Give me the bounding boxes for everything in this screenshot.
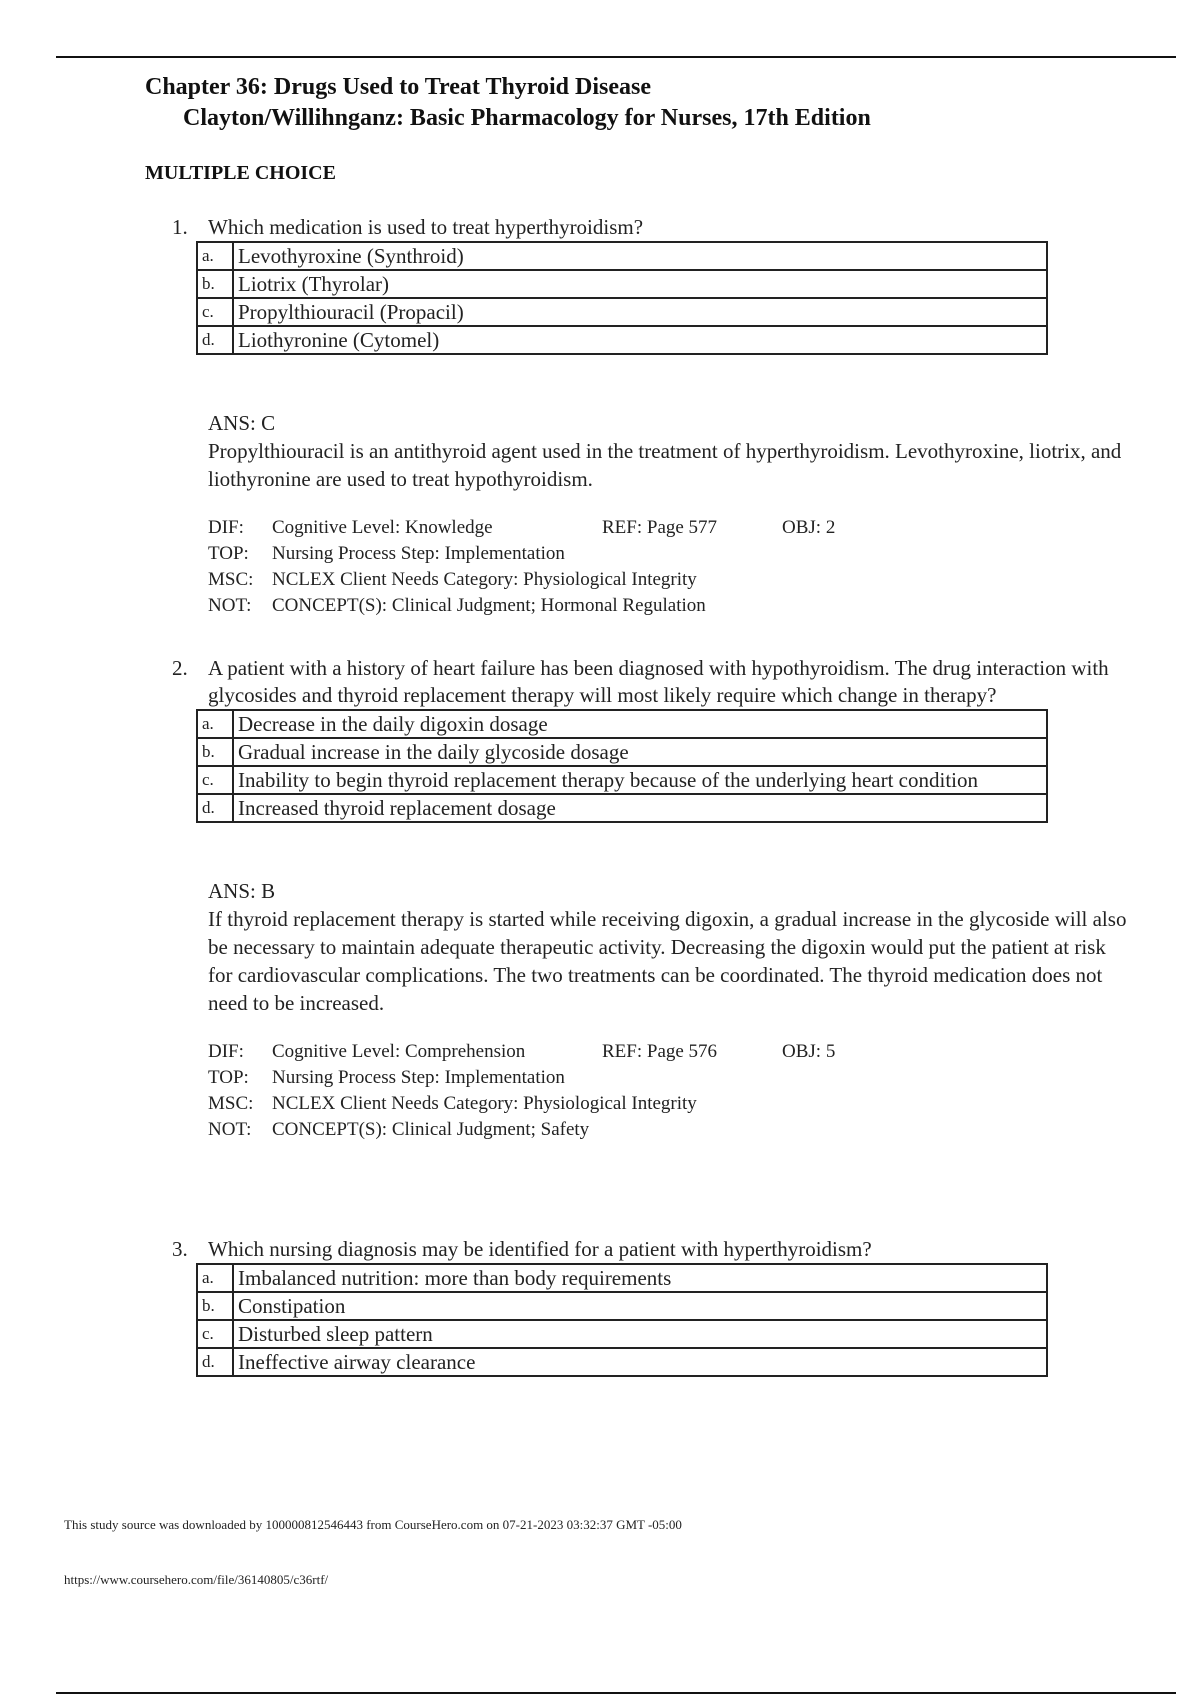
- choice-letter: b.: [197, 1292, 233, 1320]
- choice-letter: b.: [197, 270, 233, 298]
- rationale: Propylthiouracil is an antithyroid agent used in the treatment of hyperthyroidism. Levothyroxine, liotrix, and liothyronine are used to treat hypothyroidism.: [208, 439, 1122, 491]
- choice-row: [197, 766, 1047, 794]
- top-value: Nursing Process Step: Implementation: [272, 543, 565, 564]
- choice-letter: c.: [197, 766, 233, 794]
- question-stem: [172, 214, 1132, 241]
- choice-letter: a.: [197, 242, 233, 270]
- choice-text: Increased thyroid replacement dosage: [233, 794, 1047, 822]
- download-note: This study source was downloaded by 100000812546443 from CourseHero.com on 07-21-2023 03:32:37 GMT -05:00: [64, 1517, 682, 1532]
- dif-label: DIF:: [208, 517, 244, 538]
- question-2: [172, 655, 1132, 1143]
- title-line-2: Clayton/Willihnganz: Basic Pharmacology for Nurses, 17th Edition: [183, 105, 871, 131]
- question-number: 2.: [172, 656, 188, 680]
- question-number: 1.: [172, 215, 188, 239]
- msc-value: NCLEX Client Needs Category: Physiological Integrity: [272, 569, 697, 590]
- top-label: TOP:: [208, 1067, 249, 1088]
- dif-value: Cognitive Level: Knowledge: [272, 517, 493, 538]
- choice-letter: d.: [197, 326, 233, 354]
- choice-text: Ineffective airway clearance: [233, 1348, 1047, 1376]
- choice-row: [197, 1264, 1047, 1292]
- title-line-1: Chapter 36: Drugs Used to Treat Thyroid Disease: [145, 74, 652, 100]
- choice-text: Propylthiouracil (Propacil): [233, 298, 1047, 326]
- ref-value: REF: Page 577: [602, 517, 718, 538]
- ref-value: REF: Page 576: [602, 1041, 718, 1062]
- choice-letter: a.: [197, 1264, 233, 1292]
- msc-value: NCLEX Client Needs Category: Physiological Integrity: [272, 1093, 697, 1114]
- not-label: NOT:: [208, 595, 252, 616]
- question-stem: [172, 655, 1132, 709]
- choices-table: [196, 241, 1048, 355]
- question-text: A patient with a history of heart failure has been diagnosed with hypothyroidism. The drug interaction with glycosides and thyroid replacement therapy will most likely require which change in therapy?: [208, 656, 1109, 707]
- section-heading: MULTIPLE CHOICE: [145, 162, 336, 184]
- top-value: Nursing Process Step: Implementation: [272, 1067, 565, 1088]
- dif-value: Cognitive Level: Comprehension: [272, 1041, 526, 1062]
- answer-key: ANS: B: [208, 879, 276, 903]
- question-text: Which nursing diagnosis may be identified for a patient with hyperthyroidism?: [208, 1237, 872, 1261]
- source-url[interactable]: https://www.coursehero.com/file/36140805/c36rtf/: [64, 1572, 329, 1587]
- choice-text: Gradual increase in the daily glycoside dosage: [233, 738, 1047, 766]
- msc-label: MSC:: [208, 569, 254, 590]
- page-title: [145, 72, 871, 134]
- choice-text: Inability to begin thyroid replacement therapy because of the underlying heart condition: [233, 766, 1047, 794]
- choice-text: Disturbed sleep pattern: [233, 1320, 1047, 1348]
- dif-label: DIF:: [208, 1041, 244, 1062]
- top-label: TOP:: [208, 543, 249, 564]
- choice-letter: d.: [197, 1348, 233, 1376]
- question-1: [172, 214, 1132, 619]
- top-rule: [56, 56, 1176, 58]
- question-metadata: [208, 515, 1132, 619]
- question-stem: [172, 1236, 1132, 1263]
- choice-row: [197, 242, 1047, 270]
- not-value: CONCEPT(S): Clinical Judgment; Safety: [272, 1119, 590, 1140]
- bottom-rule: [56, 1692, 1176, 1694]
- msc-label: MSC:: [208, 1093, 254, 1114]
- choice-letter: c.: [197, 1320, 233, 1348]
- choice-row: [197, 1292, 1047, 1320]
- not-value: CONCEPT(S): Clinical Judgment; Hormonal Regulation: [272, 595, 706, 616]
- answer-block: [208, 409, 1132, 493]
- choice-text: Decrease in the daily digoxin dosage: [233, 710, 1047, 738]
- choices-table: [196, 1263, 1048, 1377]
- choice-text: Imbalanced nutrition: more than body requirements: [233, 1264, 1047, 1292]
- choice-letter: c.: [197, 298, 233, 326]
- not-label: NOT:: [208, 1119, 252, 1140]
- choice-row: [197, 270, 1047, 298]
- rationale: If thyroid replacement therapy is started while receiving digoxin, a gradual increase in the glycoside will also be necessary to maintain adequate therapeutic activity. Decreasing the digoxin would put the patient at risk for cardiovascular complications. The two treatments can be coordinated. The thyroid medication does not need to be increased.: [208, 907, 1127, 1015]
- choice-letter: a.: [197, 710, 233, 738]
- question-text: Which medication is used to treat hyperthyroidism?: [208, 215, 644, 239]
- obj-value: OBJ: 5: [782, 1041, 836, 1062]
- obj-value: OBJ: 2: [782, 517, 836, 538]
- question-metadata: [208, 1039, 1132, 1143]
- choice-text: Liothyronine (Cytomel): [233, 326, 1047, 354]
- choice-letter: d.: [197, 794, 233, 822]
- choice-row: [197, 298, 1047, 326]
- question-number: 3.: [172, 1237, 188, 1261]
- choice-row: [197, 326, 1047, 354]
- choice-row: [197, 1348, 1047, 1376]
- choice-row: [197, 794, 1047, 822]
- answer-block: [208, 877, 1132, 1017]
- choice-letter: b.: [197, 738, 233, 766]
- choice-text: Constipation: [233, 1292, 1047, 1320]
- choice-text: Liotrix (Thyrolar): [233, 270, 1047, 298]
- question-3: [172, 1236, 1132, 1377]
- choice-text: Levothyroxine (Synthroid): [233, 242, 1047, 270]
- choice-row: [197, 710, 1047, 738]
- choice-row: [197, 1320, 1047, 1348]
- choice-row: [197, 738, 1047, 766]
- answer-key: ANS: C: [208, 411, 276, 435]
- choices-table: [196, 709, 1048, 823]
